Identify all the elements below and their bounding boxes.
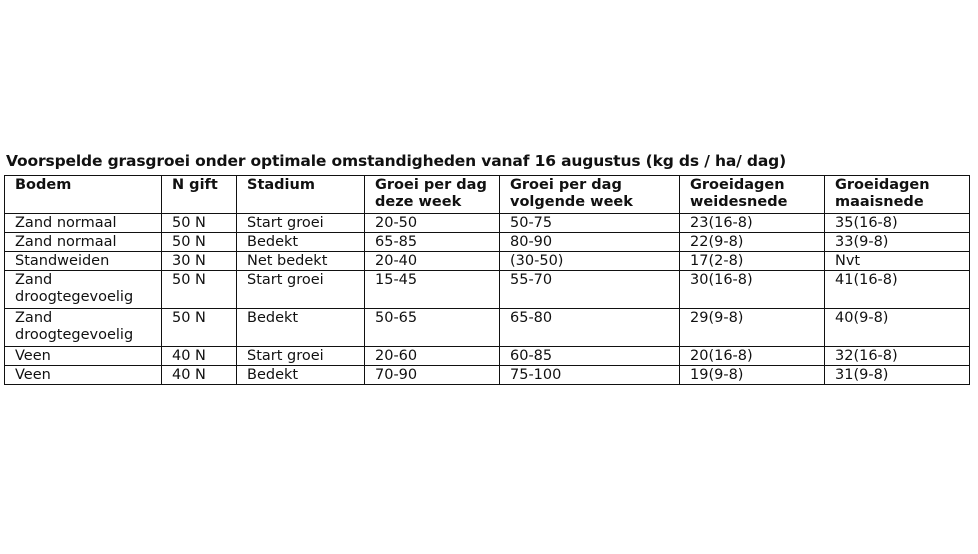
- table-cell: [500, 214, 680, 233]
- table-cell: [237, 309, 365, 347]
- table-cell: [680, 347, 825, 366]
- cell-line: 30(16-8): [690, 272, 753, 288]
- cell-line: Bedekt: [247, 310, 299, 326]
- cell-line: 19(9-8): [690, 367, 744, 383]
- cell-line: Veen: [15, 367, 51, 383]
- cell-line: 32(16-8): [835, 348, 898, 364]
- cell-line: 40(9-8): [835, 310, 889, 326]
- table-row: [5, 347, 970, 366]
- table-cell: [162, 233, 237, 252]
- cell-line: 31(9-8): [835, 367, 889, 383]
- cell-line: Start groei: [247, 348, 324, 364]
- table-cell: [500, 347, 680, 366]
- table-cell: [237, 252, 365, 271]
- table-row: [5, 366, 970, 385]
- table-body: [5, 214, 970, 385]
- table-cell: [365, 347, 500, 366]
- table-row: [5, 252, 970, 271]
- table-cell: [162, 214, 237, 233]
- table-cell: [5, 309, 162, 347]
- cell-line: Bedekt: [247, 234, 299, 250]
- cell-line: Stadium: [247, 177, 315, 193]
- cell-line: Start groei: [247, 215, 324, 231]
- table-row: [5, 214, 970, 233]
- column-header: [5, 176, 162, 214]
- cell-line: 50 N: [172, 234, 206, 250]
- column-header: [365, 176, 500, 214]
- table-cell: [237, 366, 365, 385]
- cell-line: Zand normaal: [15, 215, 117, 231]
- cell-line: 75-100: [510, 367, 562, 383]
- cell-line: 20(16-8): [690, 348, 753, 364]
- cell-line: 35(16-8): [835, 215, 898, 231]
- column-header: [680, 176, 825, 214]
- table-cell: [5, 271, 162, 309]
- table-cell: [162, 309, 237, 347]
- table-cell: [680, 271, 825, 309]
- table-cell: [365, 252, 500, 271]
- cell-line: 17(2-8): [690, 253, 744, 269]
- table-cell: [365, 366, 500, 385]
- cell-line: 15-45: [375, 272, 418, 288]
- table-cell: [825, 252, 970, 271]
- cell-line: Net bedekt: [247, 253, 328, 269]
- cell-line: 20-60: [375, 348, 418, 364]
- table-cell: [680, 309, 825, 347]
- table-cell: [500, 233, 680, 252]
- cell-line: 50 N: [172, 272, 206, 288]
- cell-line: 80-90: [510, 234, 553, 250]
- cell-line: N gift: [172, 177, 218, 193]
- cell-line: Zand normaal: [15, 234, 117, 250]
- table-cell: [5, 347, 162, 366]
- cell-line: 55-70: [510, 272, 553, 288]
- cell-line: 50 N: [172, 215, 206, 231]
- cell-line: Groei per dag: [510, 177, 622, 193]
- table-cell: [680, 214, 825, 233]
- table-cell: [680, 366, 825, 385]
- table-cell: [5, 366, 162, 385]
- table-cell: [365, 233, 500, 252]
- table-cell: [825, 347, 970, 366]
- cell-line: 70-90: [375, 367, 418, 383]
- table-cell: [5, 252, 162, 271]
- table-row: [5, 233, 970, 252]
- cell-line: 23(16-8): [690, 215, 753, 231]
- table-caption: Voorspelde grasgroei onder optimale omstandigheden vanaf 16 augustus (kg ds / ha/ dag): [6, 152, 787, 170]
- cell-line: 40 N: [172, 367, 206, 383]
- cell-line: 60-85: [510, 348, 553, 364]
- cell-line: Standweiden: [15, 253, 110, 269]
- cell-line: Groeidagen: [690, 177, 785, 193]
- table-cell: [237, 214, 365, 233]
- cell-line: Zand: [15, 272, 53, 288]
- cell-line: 29(9-8): [690, 310, 744, 326]
- table-cell: [680, 233, 825, 252]
- table-cell: [825, 233, 970, 252]
- column-header: [500, 176, 680, 214]
- cell-line: weidesnede: [690, 194, 788, 210]
- cell-line: 30 N: [172, 253, 206, 269]
- cell-line: Start groei: [247, 272, 324, 288]
- table-row: [5, 271, 970, 309]
- cell-line: Bedekt: [247, 367, 299, 383]
- cell-line: 50 N: [172, 310, 206, 326]
- table-cell: [500, 366, 680, 385]
- cell-line: 20-50: [375, 215, 418, 231]
- grass-growth-table: [4, 175, 970, 385]
- cell-line: Zand: [15, 310, 53, 326]
- cell-line: droogtegevoelig: [15, 289, 134, 305]
- table-cell: [162, 347, 237, 366]
- table-cell: [237, 347, 365, 366]
- table-cell: [237, 233, 365, 252]
- cell-line: 65-85: [375, 234, 418, 250]
- column-header: [237, 176, 365, 214]
- table-cell: [365, 271, 500, 309]
- cell-line: 50-75: [510, 215, 553, 231]
- table-cell: [500, 271, 680, 309]
- cell-line: Groeidagen: [835, 177, 930, 193]
- cell-line: droogtegevoelig: [15, 327, 134, 343]
- cell-line: 22(9-8): [690, 234, 744, 250]
- table-cell: [365, 214, 500, 233]
- table-header: [5, 176, 970, 214]
- cell-line: deze week: [375, 194, 462, 210]
- table-cell: [5, 233, 162, 252]
- cell-line: 20-40: [375, 253, 418, 269]
- table-cell: [825, 366, 970, 385]
- table-cell: [825, 309, 970, 347]
- column-header: [825, 176, 970, 214]
- cell-line: Bodem: [15, 177, 72, 193]
- table-cell: [365, 309, 500, 347]
- table-cell: [237, 271, 365, 309]
- cell-line: volgende week: [510, 194, 633, 210]
- table-cell: [500, 309, 680, 347]
- cell-line: 33(9-8): [835, 234, 889, 250]
- table-cell: [162, 366, 237, 385]
- cell-line: Veen: [15, 348, 51, 364]
- table-cell: [162, 271, 237, 309]
- cell-line: 65-80: [510, 310, 553, 326]
- cell-line: 40 N: [172, 348, 206, 364]
- cell-line: 50-65: [375, 310, 418, 326]
- table-row: [5, 309, 970, 347]
- cell-line: maaisnede: [835, 194, 924, 210]
- cell-line: 41(16-8): [835, 272, 898, 288]
- table-cell: [825, 271, 970, 309]
- column-header: [162, 176, 237, 214]
- cell-line: Nvt: [835, 253, 861, 269]
- table-cell: [680, 252, 825, 271]
- table-cell: [5, 214, 162, 233]
- table-cell: [825, 214, 970, 233]
- cell-line: (30-50): [510, 253, 564, 269]
- cell-line: Groei per dag: [375, 177, 487, 193]
- header-row: [5, 176, 970, 214]
- table-cell: [162, 252, 237, 271]
- table-cell: [500, 252, 680, 271]
